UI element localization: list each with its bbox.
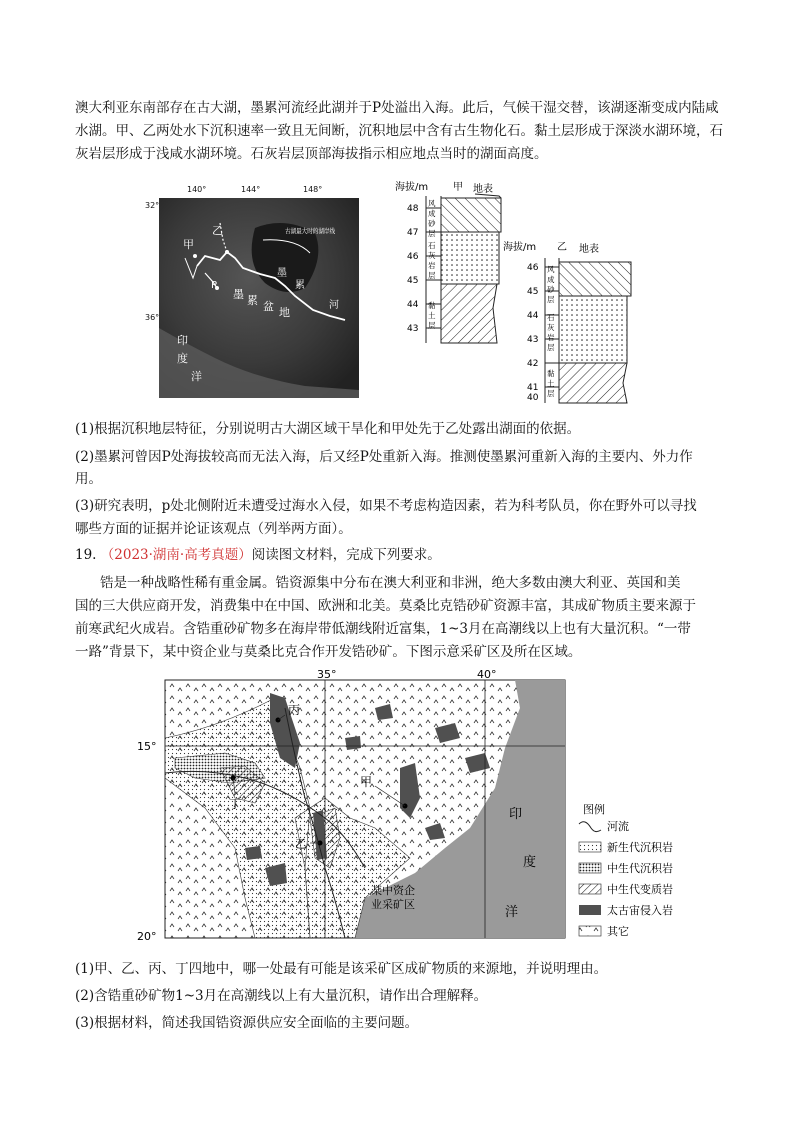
col-jia-layer-3-c1: 黏	[428, 301, 436, 310]
map2-ocean-char-3: 洋	[505, 905, 519, 920]
legend-river: 河流	[607, 820, 629, 833]
map1-ocean-char-3: 洋	[191, 370, 202, 383]
legend-mesozoic-meta-swatch	[579, 884, 601, 894]
col-jia-layer-1-c1: 风	[428, 199, 436, 208]
col-jia-tick-43: 43	[407, 324, 419, 334]
map1-ocean-char-2: 度	[177, 352, 188, 365]
map2-ocean-char-2: 度	[523, 855, 537, 870]
col-yi-layer-3-c1: 黏	[547, 369, 555, 378]
legend-archean-swatch	[579, 905, 601, 915]
col-jia-title: 甲	[453, 182, 463, 193]
col-yi-layer-1-c4: 层	[547, 295, 555, 304]
col-yi-tick-41: 41	[527, 383, 539, 393]
col-yi-layer-sand	[559, 262, 631, 296]
map2-label-ding: 丁	[229, 797, 242, 811]
col-jia-tick-47: 47	[407, 228, 419, 238]
q19-material-line1: 锆是一种战略性稀有重金属。锆资源集中分布在澳大利亚和非洲，绝大多数由澳大利亚、英国和美	[100, 575, 681, 591]
map2-label-jia: 甲	[360, 775, 373, 789]
col-yi-ticks	[527, 263, 539, 403]
col-yi-layer-3-c2: 土	[547, 379, 555, 388]
map1-river-char-2: 累	[295, 280, 305, 291]
q18-q3-line1: (3)研究表明，p处北侧附近未遭受过海水入侵，如果不考虑构造因素，若为科考队员，你在野外可以寻找	[75, 498, 697, 514]
map1-lat-32: 32°	[145, 201, 160, 210]
col-yi-tick-44: 44	[527, 311, 539, 321]
legend-mesozoic-sed-swatch	[579, 863, 601, 873]
col-yi-surface: 地表	[579, 244, 599, 255]
legend-cenozoic: 新生代沉积岩	[607, 841, 673, 854]
legend-archean: 太古宙侵入岩	[607, 904, 673, 917]
col-yi-tick-42: 42	[527, 359, 539, 369]
col-jia-layer-1-c4: 层	[428, 229, 436, 238]
map1-lat-36: 36°	[145, 313, 160, 322]
col-jia-layer-1-c2: 成	[428, 209, 436, 218]
legend-mesozoic-meta: 中生代变质岩	[607, 883, 673, 896]
col-jia-layer-sand	[441, 198, 501, 232]
col-jia-tick-48: 48	[407, 204, 419, 214]
map2-mine-line1: 某中资企	[371, 884, 415, 897]
col-yi-layer-2-c3: 岩	[547, 333, 555, 342]
col-jia-layer-2-c4: 层	[428, 271, 436, 280]
map1-basin-char-3: 盆	[263, 300, 274, 313]
col-jia-layer-limestone	[441, 232, 499, 284]
col-jia-surface: 地表	[473, 184, 493, 195]
map1-basin-char-1: 墨	[233, 288, 244, 301]
map2-lon-35: 35°	[317, 668, 337, 681]
map2-label-bing: 丙	[288, 703, 301, 717]
q19-q2: (2)含锆重砂矿物1~3月在高潮线以上有大量沉积，请作出合理解释。	[75, 988, 488, 1004]
col-jia-tick-44: 44	[407, 300, 419, 310]
legend-mesozoic-sed: 中生代沉积岩	[607, 862, 673, 875]
q19-material-line2: 国的三大供应商开发，消费集中在中国、欧洲和北美。莫桑比克锆砂矿资源丰富，其成矿物质主要来源于	[75, 598, 696, 614]
map2-mine-line2: 业采矿区	[371, 898, 415, 911]
q18-q2-line2: 用。	[75, 471, 102, 487]
map1-label-shoreline: 古湖最大时的湖岸线	[285, 227, 344, 235]
q19-header	[75, 544, 730, 567]
col-jia-ticks	[407, 204, 419, 334]
legend-other: 其它	[607, 925, 629, 938]
col-jia-layer-2-c3: 岩	[428, 261, 436, 270]
strata-columns	[395, 178, 655, 403]
q18-q1: (1)根据沉积地层特征，分别说明古大湖区域干旱化和甲处先于乙处露出湖面的依据。	[75, 421, 581, 437]
col-yi-tick-40: 40	[527, 393, 539, 403]
map1-lon-148: 148°	[303, 185, 323, 194]
col-yi-layer-clay	[559, 363, 627, 403]
map2-lat-15: 15°	[137, 740, 157, 753]
col-yi-layer-2-c2: 灰	[547, 323, 555, 332]
q19-number: 19.	[75, 547, 97, 563]
map2-archean-10	[245, 846, 262, 860]
col-yi-tick-46: 46	[527, 263, 539, 273]
col-yi-tick-43: 43	[527, 335, 539, 345]
col-yi-title: 乙	[557, 242, 567, 253]
q19-source: （2023·湖南·高考真题）	[100, 547, 252, 563]
col-yi-ylabel: 海拔/m	[503, 242, 537, 253]
col-yi-layer-1-c1: 风	[547, 265, 555, 274]
col-jia-layer-1-c3: 砂	[428, 219, 436, 228]
map2-lon-40: 40°	[477, 668, 497, 681]
legend-river-swatch	[579, 822, 601, 832]
murray-basin-map	[145, 178, 365, 400]
map1-label-yi: 乙	[212, 224, 223, 237]
col-jia-ylabel: 海拔/m	[395, 182, 429, 193]
q19-material-line4: 一路”背景下，某中资企业与莫桑比克合作开发锆砂矿。下图示意采矿区及所在区域。	[75, 644, 582, 660]
map2-archean-7	[345, 736, 361, 750]
col-jia-layer-2-c2: 灰	[428, 251, 436, 260]
legend-other-swatch	[579, 926, 601, 936]
map1-label-p: P	[211, 280, 218, 291]
intro-paragraph: 澳大利亚东南部存在古大湖，墨累河流经此湖并于P处溢出入海。此后，气候干湿交替，该湖逐渐变成内陆咸水湖。甲、乙两处水下沉积速率一致且无间断，沉积地层中含有古生物化石。黏土层形成于深淡水湖环境，石灰岩层形成于浅咸水湖环境。石灰岩层顶部海拔指示相应地点当时的湖面高度。	[75, 100, 723, 162]
col-jia-layer-3-c2: 土	[428, 311, 436, 320]
q18-q3-line2: 哪些方面的证据并论证该观点（列举两方面）。	[75, 521, 352, 537]
map2-ocean-char-1: 印	[509, 807, 523, 822]
q19-material-line3: 前寒武纪火成岩。含锆重砂矿物多在海岸带低潮线附近富集，1~3月在高潮线以上也有大量沉积。“一带	[75, 621, 691, 637]
legend-cenozoic-swatch	[579, 842, 601, 852]
map1-basin-char-2: 累	[247, 294, 258, 307]
q18-q2-line1: (2)墨累河曾因P处海拔较高而无法入海，后又经P处重新入海。推测使墨累河重新入海的主要内、外力作	[75, 449, 693, 465]
map1-lon-140: 140°	[187, 185, 207, 194]
q19-q3: (3)根据材料，简述我国锆资源供应安全面临的主要问题。	[75, 1015, 419, 1031]
col-yi-layer-1-c3: 砂	[547, 285, 555, 294]
col-yi-layer-2-c4: 层	[547, 343, 555, 352]
col-yi-layer-3-c3: 层	[547, 389, 555, 398]
map1-river-char-1: 墨	[277, 268, 287, 279]
map1-lon-144: 144°	[241, 185, 261, 194]
col-jia-layer-2-c1: 石	[428, 241, 436, 250]
col-jia-layer-3-c3: 层	[428, 321, 436, 330]
map1-label-jia: 甲	[183, 238, 194, 251]
map1-ocean-char-1: 印	[177, 334, 188, 347]
map1-basin-char-4: 地	[279, 306, 290, 319]
col-yi-layer-1-c2: 成	[547, 275, 555, 284]
col-jia-layer-clay	[441, 284, 497, 343]
col-yi-layer-2-c1: 石	[547, 313, 555, 322]
map2-lat-20: 20°	[137, 930, 157, 943]
map2-label-yi: 乙	[295, 837, 308, 851]
legend-title: 图例	[583, 803, 605, 816]
col-yi-layer-limestone	[559, 296, 627, 363]
map1-river-char-3: 河	[329, 300, 339, 311]
q19-prompt: 阅读图文材料，完成下列要求。	[251, 547, 441, 563]
mozambique-map	[135, 668, 673, 946]
map2-legend	[579, 802, 673, 938]
q19-q1: (1)甲、乙、丙、丁四地中，哪一处最有可能是该采矿区成矿物质的来源地，并说明理由。	[75, 961, 608, 977]
col-jia-tick-45: 45	[407, 276, 419, 286]
col-yi-tick-45: 45	[527, 287, 539, 297]
col-jia-tick-46: 46	[407, 252, 419, 262]
